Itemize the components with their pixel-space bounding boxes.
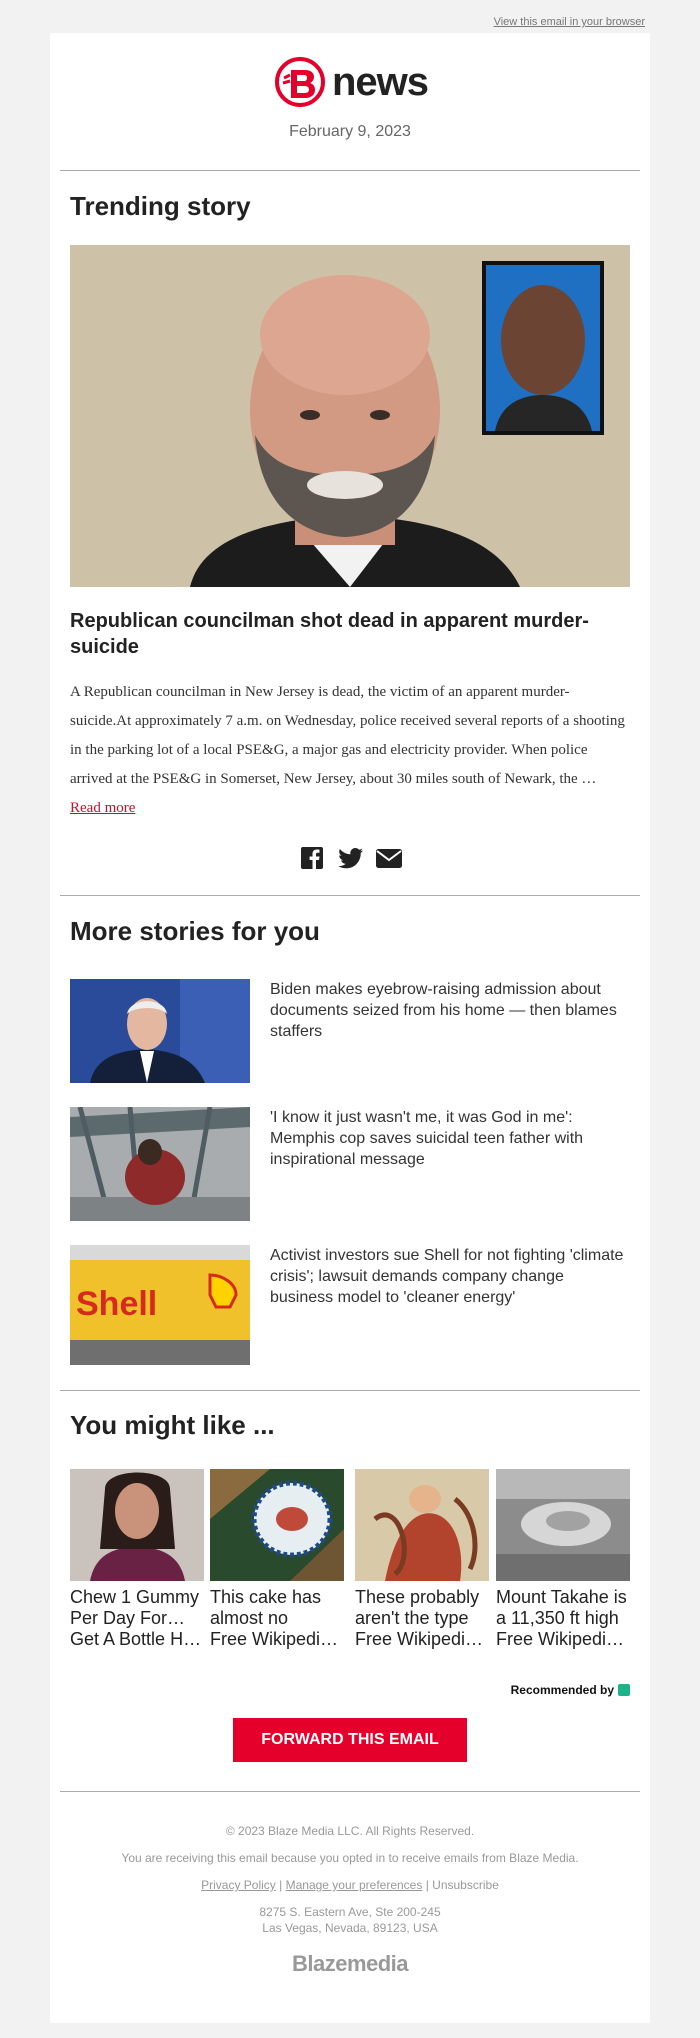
svg-text:Shell: Shell [76, 1285, 158, 1323]
story-item[interactable] [70, 1107, 630, 1217]
trending-section-title: Trending story [70, 191, 251, 221]
recommended-by-label: Recommended by [510, 1683, 614, 1697]
recommended-source: Free Wikipedi… [496, 1629, 625, 1649]
manage-preferences-link[interactable]: Manage your preferences [285, 1878, 423, 1892]
story-item[interactable] [70, 979, 630, 1089]
divider [60, 170, 640, 171]
more-stories-title: More stories for you [70, 916, 320, 946]
recommended-image[interactable] [496, 1469, 630, 1581]
recommended-title[interactable]: This cake has almost no [210, 1587, 322, 1628]
recommended-item[interactable] [210, 1469, 344, 1650]
blaze-news-logo[interactable] [274, 55, 428, 109]
story-title[interactable]: Biden makes eyebrow-raising admission about documents seized from his home — then blames staffers [270, 981, 617, 1040]
footer-address-line2: Las Vegas, Nevada, 89123, USA [262, 1921, 438, 1935]
privacy-policy-link[interactable]: Privacy Policy [201, 1878, 276, 1892]
recommended-item[interactable] [496, 1469, 630, 1650]
recommended-item[interactable] [70, 1469, 204, 1650]
recommended-image[interactable] [70, 1469, 204, 1581]
footer-address-line1: 8275 S. Eastern Ave, Ste 200-245 [259, 1905, 441, 1919]
story-item[interactable] [70, 1245, 630, 1355]
recommended-title[interactable]: These probably aren't the type [355, 1587, 480, 1628]
email-icon[interactable] [376, 846, 402, 870]
story-thumbnail[interactable] [70, 979, 250, 1083]
facebook-icon[interactable] [300, 846, 326, 870]
divider [60, 1791, 640, 1792]
recommended-by-badge[interactable] [511, 1683, 630, 1697]
recommended-source: Free Wikipedi… [355, 1629, 484, 1649]
footer-copyright: © 2023 Blaze Media LLC. All Rights Reserved. [225, 1824, 475, 1838]
story-thumbnail[interactable] [70, 1245, 250, 1365]
recommended-image[interactable] [210, 1469, 344, 1581]
trending-excerpt: A Republican councilman in New Jersey is dead, the victim of an apparent murder-suicide.At approximately 7 a.m. on Wednesday, police received several reports of a shooting in the parking lot of a local PSE&G, a major gas and electricity provider. When police arrived at the PSE&G in Somerset, New Jersey, about 30 miles south of Newark, the … [70, 684, 625, 787]
email-card [50, 33, 650, 2023]
recommended-source: Free Wikipedi… [210, 1629, 339, 1649]
recommended-title[interactable]: Chew 1 Gummy Per Day For… [70, 1587, 200, 1628]
view-in-browser-link[interactable]: View this email in your browser [493, 16, 645, 28]
divider [60, 895, 640, 896]
twitter-icon[interactable] [338, 846, 364, 870]
story-title[interactable]: Activist investors sue Shell for not fighting 'climate crisis'; lawsuit demands company change business model to 'cleaner energy' [270, 1247, 624, 1306]
recommended-image[interactable] [355, 1469, 489, 1581]
footer-separator: | [279, 1878, 283, 1892]
topbar [0, 0, 700, 32]
story-title[interactable]: 'I know it just wasn't me, it was God in me': Memphis cop saves suicidal teen father with inspirational message [270, 1109, 584, 1168]
unsubscribe-link[interactable]: Unsubscribe [432, 1878, 499, 1892]
story-thumbnail[interactable] [70, 1107, 250, 1221]
footer-separator: | [425, 1878, 429, 1892]
blaze-media-logo[interactable]: Blazemedia [291, 1951, 409, 1976]
taboola-icon [618, 1684, 630, 1696]
share-bar [300, 846, 402, 870]
footer-links [50, 1878, 650, 1892]
you-might-like-title: You might like ... [70, 1410, 275, 1440]
recommended-source: Get A Bottle H… [70, 1629, 202, 1649]
footer-notice: You are receiving this email because you opted in to receive emails from Blaze Media. [121, 1851, 579, 1865]
issue-date: February 9, 2023 [289, 123, 411, 140]
logo-wordmark: news [332, 59, 429, 104]
trending-body [70, 678, 630, 823]
blaze-logo-icon [274, 56, 326, 108]
trending-hero-image[interactable] [70, 245, 630, 587]
divider [60, 1390, 640, 1391]
forward-email-button[interactable]: FORWARD THIS EMAIL [233, 1718, 467, 1762]
trending-headline[interactable]: Republican councilman shot dead in apparent murder-suicide [70, 610, 589, 658]
recommended-item[interactable] [355, 1469, 489, 1650]
read-more-link[interactable]: Read more [70, 800, 136, 816]
recommended-title[interactable]: Mount Takahe is a 11,350 ft high [496, 1587, 627, 1628]
